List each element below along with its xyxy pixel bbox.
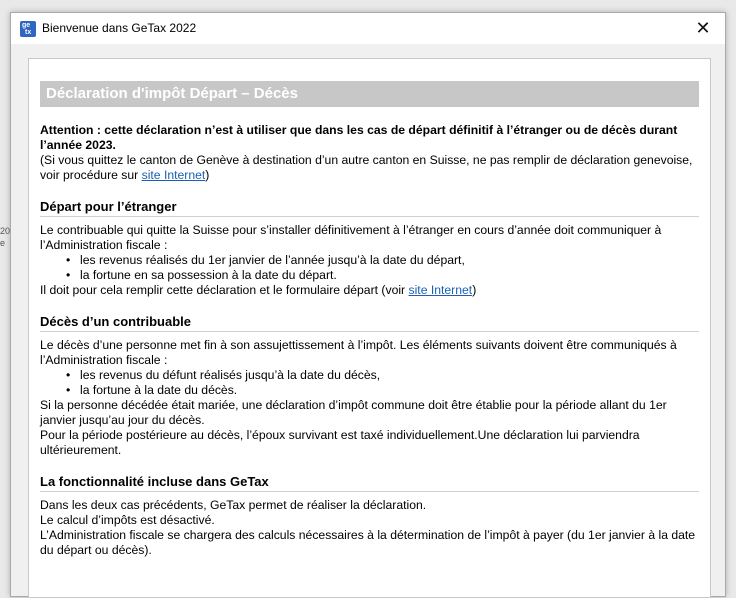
section-fonctionnalite-line2: Le calcul d’impôts est désactivé. [40, 513, 215, 527]
background-text-fragment: e [0, 238, 6, 248]
section-heading-deces: Décès d’un contribuable [40, 314, 699, 332]
section-deces-intro: Le décès d’une personne met fin à son assujettissement à l’impôt. Les éléments suivants doivent être communiqués à l’Administration fiscale : [40, 338, 677, 367]
attention-note: (Si vous quittez le canton de Genève à destination d’un autre canton en Suisse, ne pas remplir de déclaration genevoise, voir procédure sur site Internet) [40, 153, 693, 182]
close-icon: ✕ [695, 17, 711, 38]
background-window-fragment [0, 225, 11, 265]
list-item: • les revenus réalisés du 1er janvier de l’année jusqu’à la date du départ, [78, 253, 699, 268]
section-fonctionnalite-line3: L’Administration fiscale se chargera des calculs nécessaires à la détermination de l’impôt à payer (du 1er janvier à la date du départ ou décès). [40, 528, 696, 557]
section-depart-outro: Il doit pour cela remplir cette déclaration et le formulaire départ (voir site Internet) [40, 283, 477, 297]
section-depart-intro: Le contribuable qui quitte la Suisse pour s’installer définitivement à l’étranger en cours d’année doit communiquer à l’Administration fiscale : [40, 223, 662, 252]
list-item: • la fortune à la date du décès. [78, 383, 699, 398]
welcome-dialog [10, 12, 726, 597]
list-item: • les revenus du défunt réalisés jusqu’à la date du décès, [78, 368, 699, 383]
getax-app-icon: ge tx [20, 21, 36, 37]
section-deces-para2: Pour la période postérieure au décès, l’époux survivant est taxé individuellement.Une déclaration lui parviendra ultérieurement. [40, 428, 640, 457]
info-panel[interactable] [28, 58, 711, 598]
window-title: Bienvenue dans GeTax 2022 [42, 21, 197, 35]
section-depart-list [40, 253, 699, 283]
section-fonctionnalite-line1: Dans les deux cas précédents, GeTax permet de réaliser la déclaration. [40, 498, 427, 512]
attention-text: Attention : cette déclaration n’est à utiliser que dans les cas de départ définitif à l’étranger ou de décès durant l’année 2023. [40, 123, 678, 152]
list-item: • la fortune en sa possession à la date du départ. [78, 268, 699, 283]
background-text-fragment: 20 [0, 226, 11, 236]
section-deces-para1: Si la personne décédée était mariée, une déclaration d’impôt commune doit être établie pour la période allant du 1er janvier jusqu’au jour du décès. [40, 398, 667, 427]
title-bar[interactable] [11, 13, 725, 44]
site-internet-link[interactable]: site Internet [408, 283, 473, 297]
page-title: Déclaration d'impôt Départ – Décès [40, 81, 699, 107]
section-heading-fonctionnalite: La fonctionnalité incluse dans GeTax [40, 474, 699, 492]
section-heading-depart: Départ pour l’étranger [40, 199, 699, 217]
section-deces-list [40, 368, 699, 398]
site-internet-link[interactable]: site Internet [141, 168, 206, 182]
close-button[interactable] [681, 13, 725, 43]
